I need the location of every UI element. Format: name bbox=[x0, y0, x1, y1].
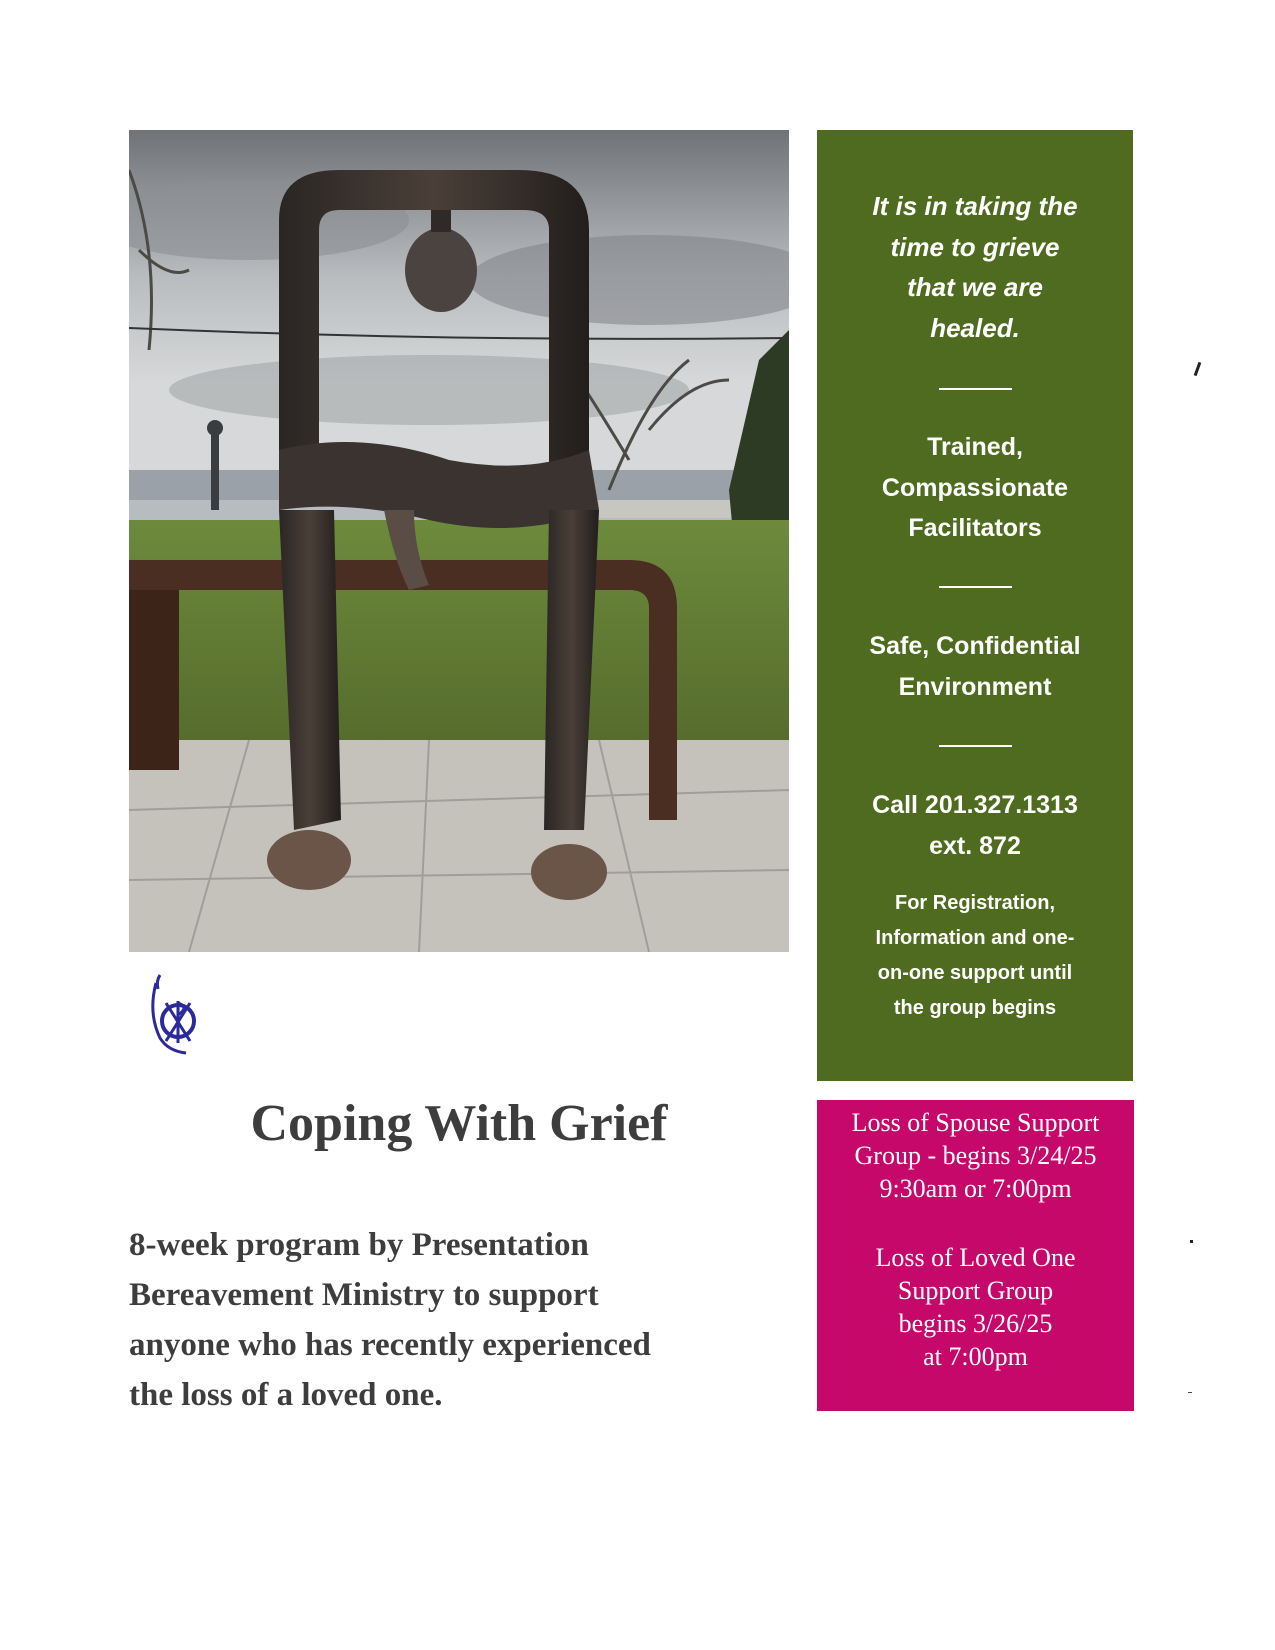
divider bbox=[939, 586, 1012, 588]
scan-mark bbox=[1188, 1392, 1192, 1393]
divider bbox=[939, 745, 1012, 747]
phone-contact bbox=[827, 785, 1123, 866]
feature-line: Compassionate bbox=[881, 473, 1069, 502]
lawn bbox=[129, 520, 789, 750]
sculpture-head bbox=[405, 228, 477, 312]
schedule-line: at 7:00pm bbox=[923, 1342, 1028, 1371]
quote-line: that we are bbox=[907, 272, 1043, 302]
healing-quote bbox=[837, 186, 1113, 348]
paving bbox=[129, 740, 789, 952]
registration-info bbox=[827, 886, 1123, 1026]
loved-one-group-schedule bbox=[825, 1241, 1126, 1373]
registration-line: For Registration, bbox=[894, 892, 1055, 914]
feature-facilitators bbox=[827, 427, 1123, 549]
chi-rho-logo-icon bbox=[146, 963, 206, 1063]
feature-line: Environment bbox=[898, 672, 1052, 701]
feature-environment bbox=[827, 626, 1123, 707]
schedule-line: 9:30am or 7:00pm bbox=[879, 1174, 1072, 1203]
scan-mark bbox=[1194, 362, 1202, 376]
divider bbox=[939, 388, 1012, 390]
description-line: anyone who has recently experienced bbox=[129, 1327, 651, 1363]
feature-line: Safe, Confidential bbox=[869, 632, 1081, 660]
schedule-panel bbox=[817, 1100, 1134, 1411]
schedule-line: Support Group bbox=[897, 1276, 1054, 1305]
sculpture-photo bbox=[129, 130, 789, 952]
feature-line: Facilitators bbox=[908, 514, 1042, 542]
quote-line: healed. bbox=[930, 312, 1020, 343]
phone-number: Call 201.327.1313 bbox=[872, 791, 1078, 819]
info-panel bbox=[817, 130, 1133, 1081]
parish-logo bbox=[146, 963, 206, 1063]
program-description bbox=[129, 1220, 809, 1420]
page-title: Coping With Grief bbox=[250, 1095, 668, 1152]
sculpture-left-foot bbox=[267, 830, 351, 890]
quote-line: It is in taking the bbox=[872, 191, 1078, 221]
schedule-line: begins 3/26/25 bbox=[898, 1309, 1053, 1338]
scan-mark bbox=[1190, 1240, 1193, 1243]
schedule-line: Loss of Spouse Support bbox=[851, 1108, 1100, 1137]
spouse-group-schedule bbox=[825, 1106, 1126, 1205]
phone-extension: ext. 872 bbox=[929, 831, 1021, 860]
feature-line: Trained, bbox=[927, 433, 1023, 461]
registration-line: on-one support until bbox=[877, 962, 1073, 984]
quote-line: time to grieve bbox=[890, 231, 1060, 262]
registration-line: the group begins bbox=[893, 997, 1057, 1019]
schedule-line: Loss of Loved One bbox=[875, 1243, 1076, 1272]
registration-line: Information and one- bbox=[875, 927, 1075, 949]
description-line: the loss of a loved one. bbox=[129, 1377, 443, 1413]
sculpture-illustration bbox=[129, 130, 789, 952]
schedule-line: Group - begins 3/24/25 bbox=[854, 1141, 1097, 1170]
description-line: 8-week program by Presentation bbox=[129, 1227, 589, 1263]
sculpture-right-foot bbox=[531, 844, 607, 900]
description-line: Bereavement Ministry to support bbox=[129, 1277, 599, 1313]
